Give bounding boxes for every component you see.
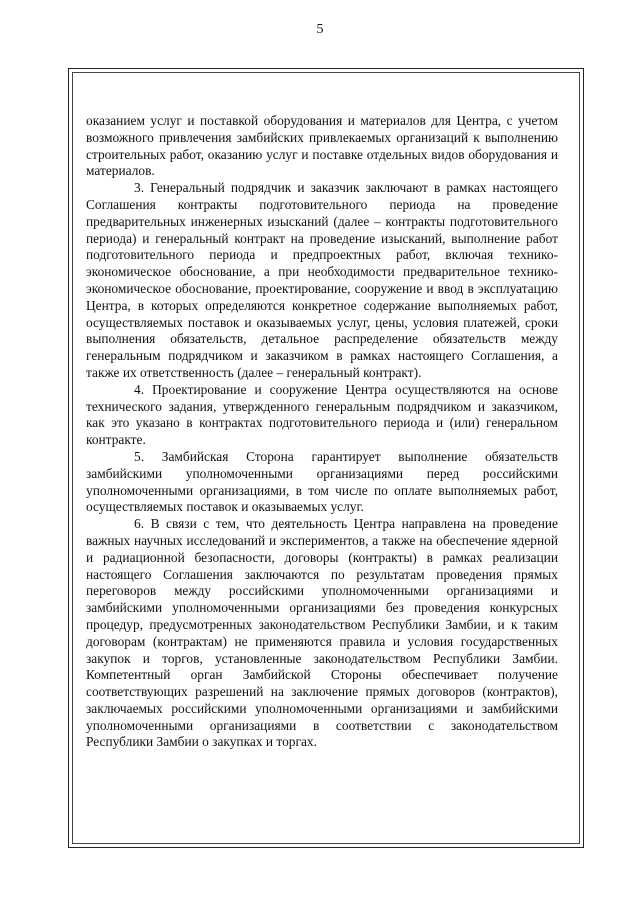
document-body: [86, 113, 558, 751]
paragraph-item-6: 6. В связи с тем, что деятельность Центра направлена на проведение важных научных исследований и экспериментов, а также на обеспечение ядерной и радиационной безопасности, договоры (контракты) в рамках реализации настоящего Соглашения заключаются по результатам проведения прямых переговоров между российскими уполномоченными организациями и замбийскими уполномоченными организациями без проведения конкурсных процедур, предусмотренных законодательством Республики Замбии, и к таким договорам (контрактам) не применяются правила и условия государственных закупок и торгов, установленные законодательством Республики Замбии. Компетентный орган Замбийской Стороны обеспечивает получение соответствующих разрешений на заключение прямых договоров (контрактов), заключаемых российскими уполномоченными организациями и замбийскими уполномоченными организациями в соответствии с законодательством Республики Замбии о закупках и торгах.: [86, 516, 558, 750]
paragraph-item-5: 5. Замбийская Сторона гарантирует выполнение обязательств замбийскими уполномоченными организациями перед российскими уполномоченными организациями, в том числе по оплате выполняемых работ, осуществляемых поставок и оказываемых услуг.: [86, 448, 558, 515]
page-number: 5: [316, 22, 324, 37]
paragraph-item-4: 4. Проектирование и сооружение Центра осуществляются на основе технического задания, утвержденного генеральным подрядчиком и заказчиком, как это указано в контрактах подготовительного периода и (или) генеральном контракте.: [86, 381, 558, 448]
paragraph-item-3: 3. Генеральный подрядчик и заказчик заключают в рамках настоящего Соглашения контракты подготовительного периода на проведение предварительных инженерных изысканий (далее – контракты подготовительного периода) и генеральный контракт на проведение изысканий, выполнение работ подготовительного периода и предпроектных работ, включая технико-экономическое обоснование, а при необходимости предварительное технико-экономическое обоснование, проектирование, сооружение и ввод в эксплуатацию Центра, в которых определяются конкретное содержание выполняемых работ, осуществляемых поставок и оказываемых услуг, цены, условия платежей, сроки выполнения обязательств, детальное распределение обязательств между генеральным подрядчиком и заказчиком в рамках настоящего Соглашения, а также их ответственность (далее – генеральный контракт).: [86, 180, 558, 380]
paragraph-continuation: оказанием услуг и поставкой оборудования и материалов для Центра, с учетом возможного привлечения замбийских привлекаемых организаций к выполнению строительных работ, оказанию услуг и поставке отдельных видов оборудования и материалов.: [86, 113, 558, 179]
